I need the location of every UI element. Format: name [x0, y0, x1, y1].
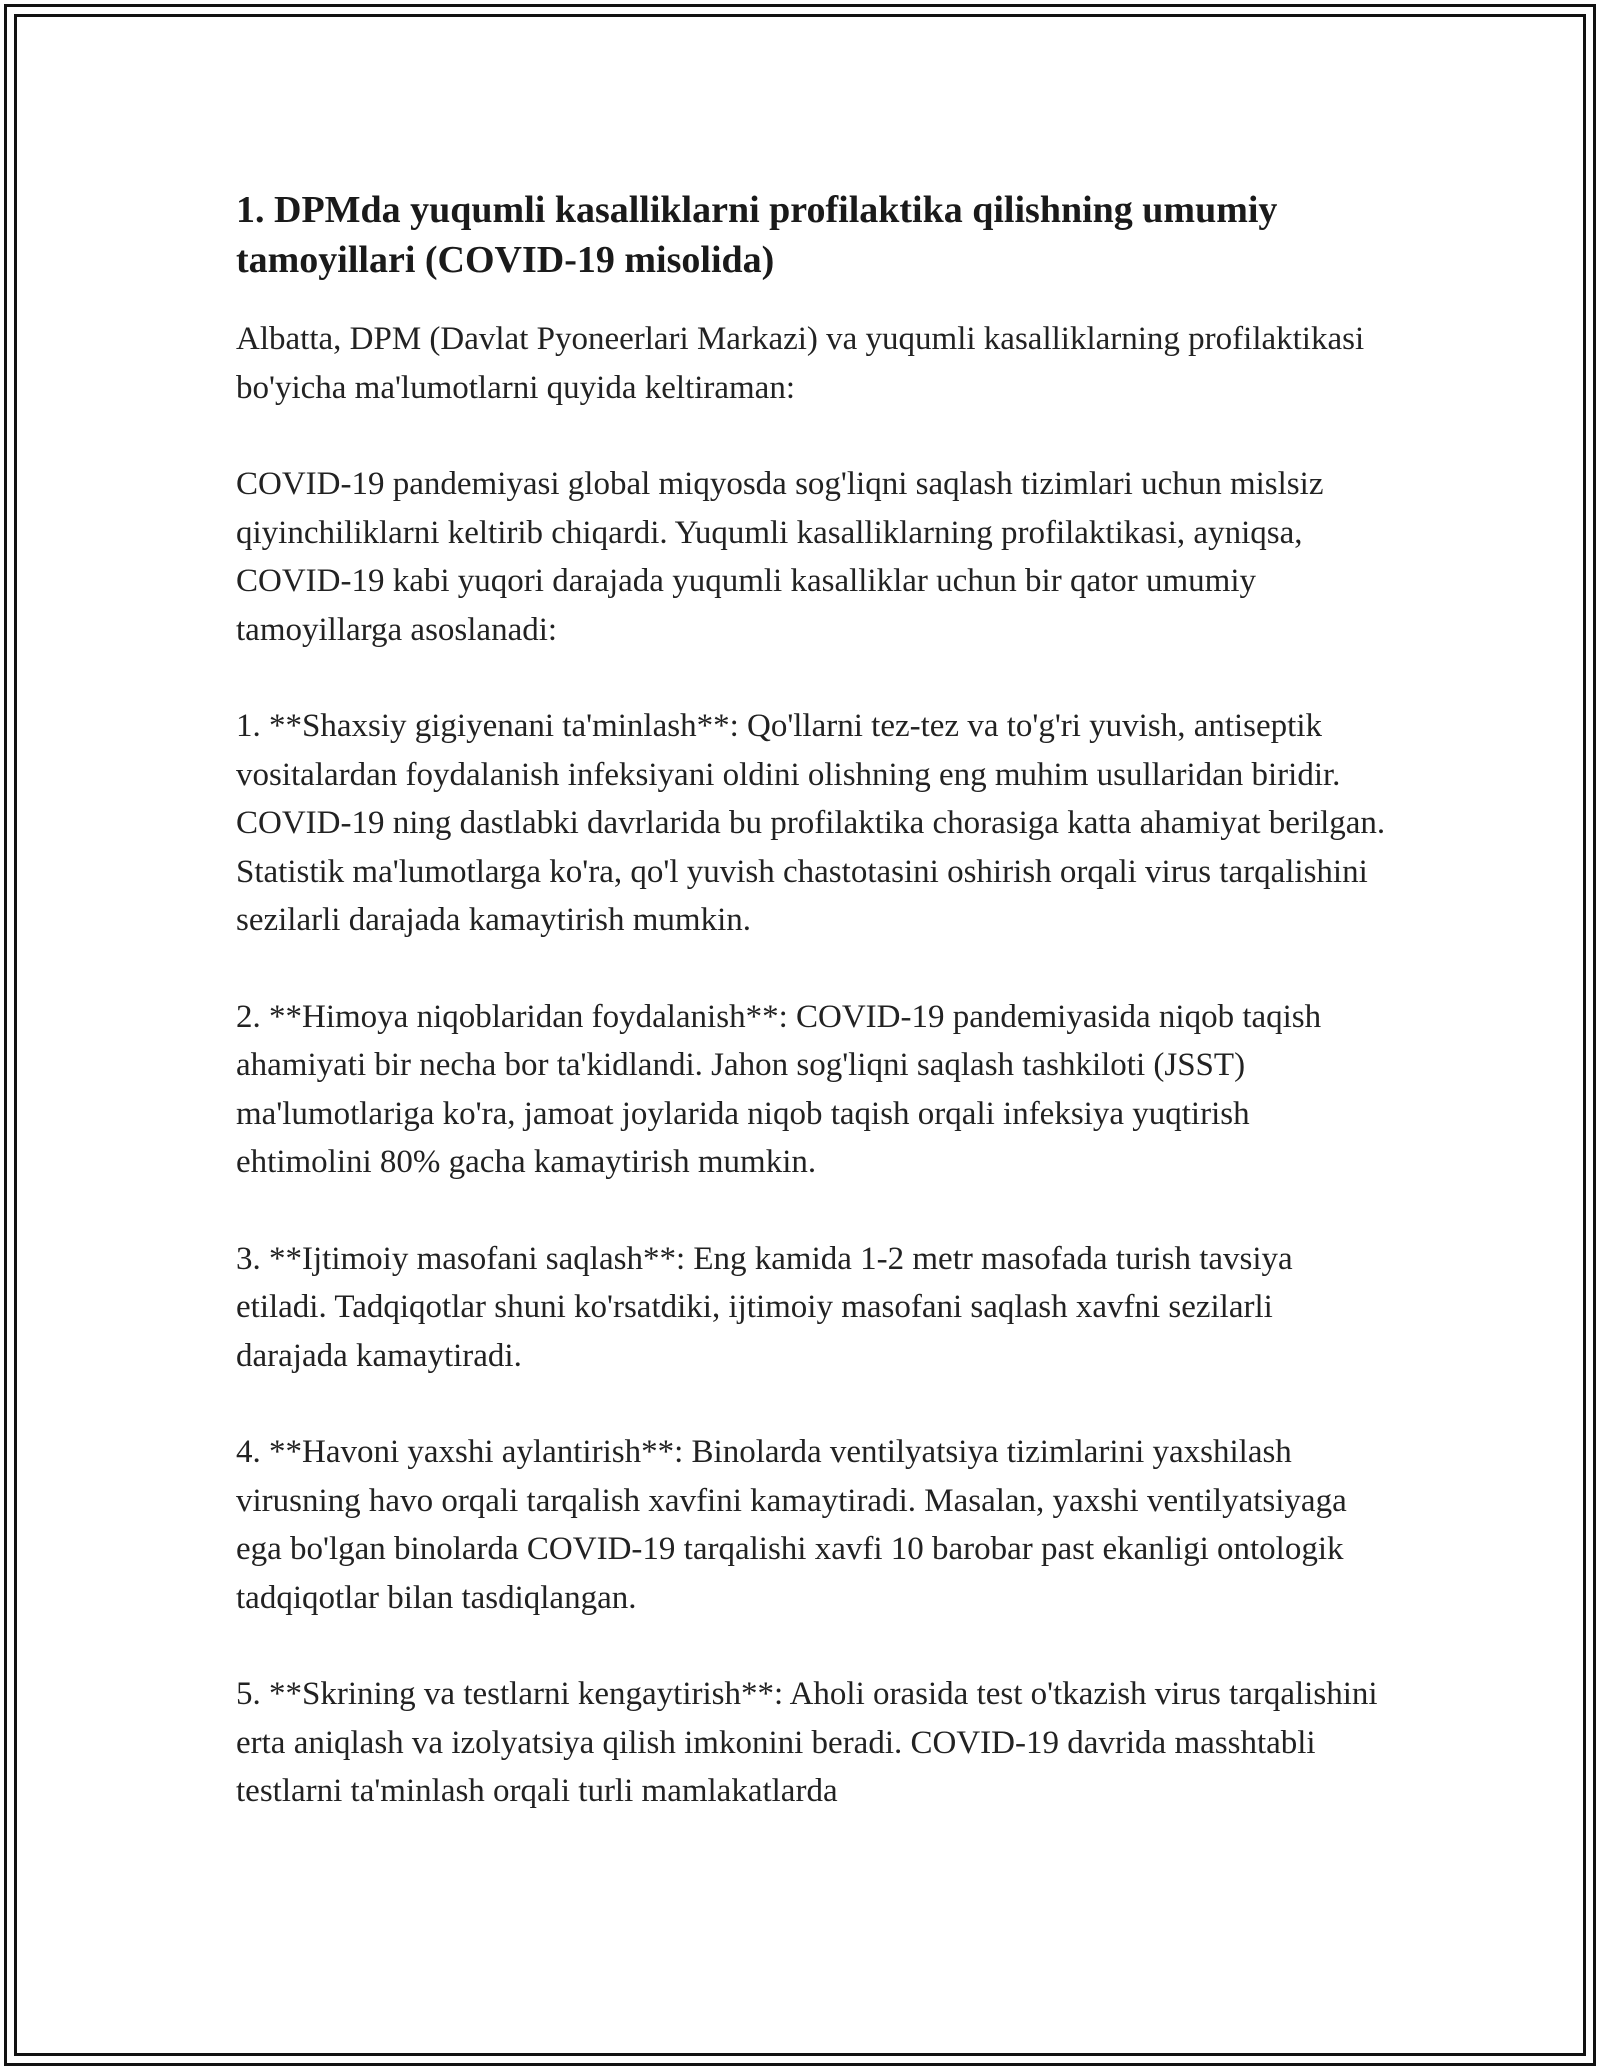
list-item-ventilation: 4. **Havoni yaxshi aylantirish**: Binolarda ventilyatsiya tizimlarini yaxshilash virusning havo orqali tarqalish xavfini kamaytiradi. Masalan, yaxshi ventilyatsiyaga ega bo'lgan binolarda COVID-19 tarqalishi xavfi 10 barobar past ekanligi ontologik tadqiqotlar bilan tasdiqlangan. [236, 1434, 1347, 1616]
list-item-distancing: 3. **Ijtimoiy masofani saqlash**: Eng kamida 1-2 metr masofada turish tavsiya etiladi. Tadqiqotlar shuni ko'rsatdiki, ijtimoiy masofani saqlash xavfni sezilarli darajada kamaytiradi. [236, 1240, 1293, 1374]
intro-paragraph: Albatta, DPM (Davlat Pyoneerlari Markazi) va yuqumli kasalliklarning profilaktikasi bo'yicha ma'lumotlarni quyida keltiraman: [236, 321, 1365, 406]
context-paragraph: COVID-19 pandemiyasi global miqyosda sog'liqni saqlash tizimlari uchun mislsiz qiyinchiliklarni keltirib chiqardi. Yuqumli kasalliklarning profilaktikasi, ayniqsa, COVID-19 kabi yuqori darajada yuqumli kasalliklar uchun bir qator umumiy tamoyillarga asoslanadi: [236, 466, 1324, 648]
document-body [236, 185, 1386, 1864]
list-item-masks: 2. **Himoya niqoblaridan foydalanish**: COVID-19 pandemiyasida niqob taqish ahamiyati bir necha bor ta'kidlandi. Jahon sog'liqni saqlash tashkiloti (JSST) ma'lumotlariga ko'ra, jamoat joylarida niqob taqish orqali infeksiya yuqtirish ehtimolini 80% gacha kamaytirish mumkin. [236, 998, 1322, 1180]
list-item-testing: 5. **Skrining va testlarni kengaytirish**: Aholi orasida test o'tkazish virus tarqalishini erta aniqlash va izolyatsiya qilish imkonini beradi. COVID-19 davrida masshtabli testlarni ta'minlash orqali turli mamlakatlarda [236, 1676, 1378, 1809]
document-heading: 1. DPMda yuqumli kasalliklarni profilaktika qilishning umumiy tamoyillari (COVID-19 misolida) [236, 189, 1278, 281]
list-item-hygiene: 1. **Shaxsiy gigiyenani ta'minlash**: Qo'llarni tez-tez va to'g'ri yuvish, antiseptik vositalardan foydalanish infeksiyani oldini olishning eng muhim usullaridan biridir. COVID-19 ning dastlabki davrlarida bu profilaktika chorasiga katta ahamiyat berilgan. Statistik ma'lumotlarga ko'ra, qo'l yuvish chastotasini oshirish orqali virus tarqalishini sezilarli darajada kamaytirish mumkin. [236, 708, 1386, 938]
